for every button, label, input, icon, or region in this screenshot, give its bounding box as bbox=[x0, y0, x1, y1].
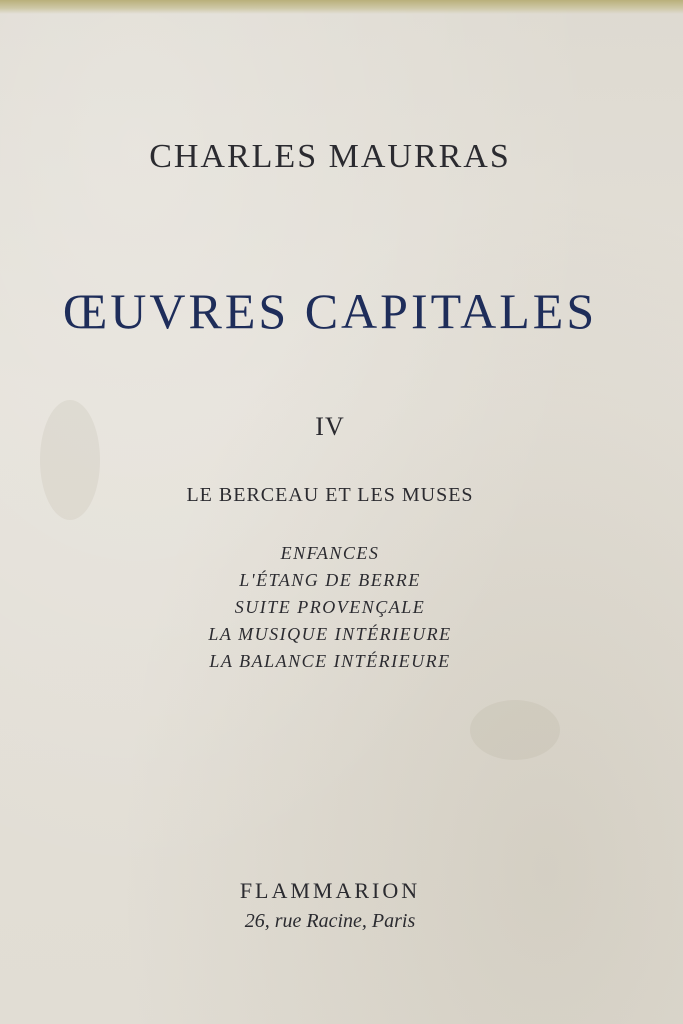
contents-item: ENFANCES bbox=[280, 543, 380, 563]
contents-item: L'ÉTANG DE BERRE bbox=[239, 570, 421, 590]
volume-number: IV bbox=[315, 412, 345, 441]
publisher-name: FLAMMARION bbox=[239, 878, 421, 903]
contents-item: LA MUSIQUE INTÉRIEURE bbox=[208, 624, 452, 644]
publisher-address: 26, rue Racine, Paris bbox=[244, 910, 416, 932]
contents-list bbox=[0, 540, 660, 675]
book-subtitle: LE BERCEAU ET LES MUSES bbox=[186, 484, 474, 506]
book-title: ŒUVRES CAPITALES bbox=[62, 283, 598, 339]
author-name: CHARLES MAURRAS bbox=[149, 138, 511, 175]
paper-stain bbox=[470, 700, 560, 760]
contents-item: LA BALANCE INTÉRIEURE bbox=[209, 651, 451, 671]
contents-item: SUITE PROVENÇALE bbox=[234, 597, 426, 617]
cover-top-edge bbox=[0, 0, 683, 14]
